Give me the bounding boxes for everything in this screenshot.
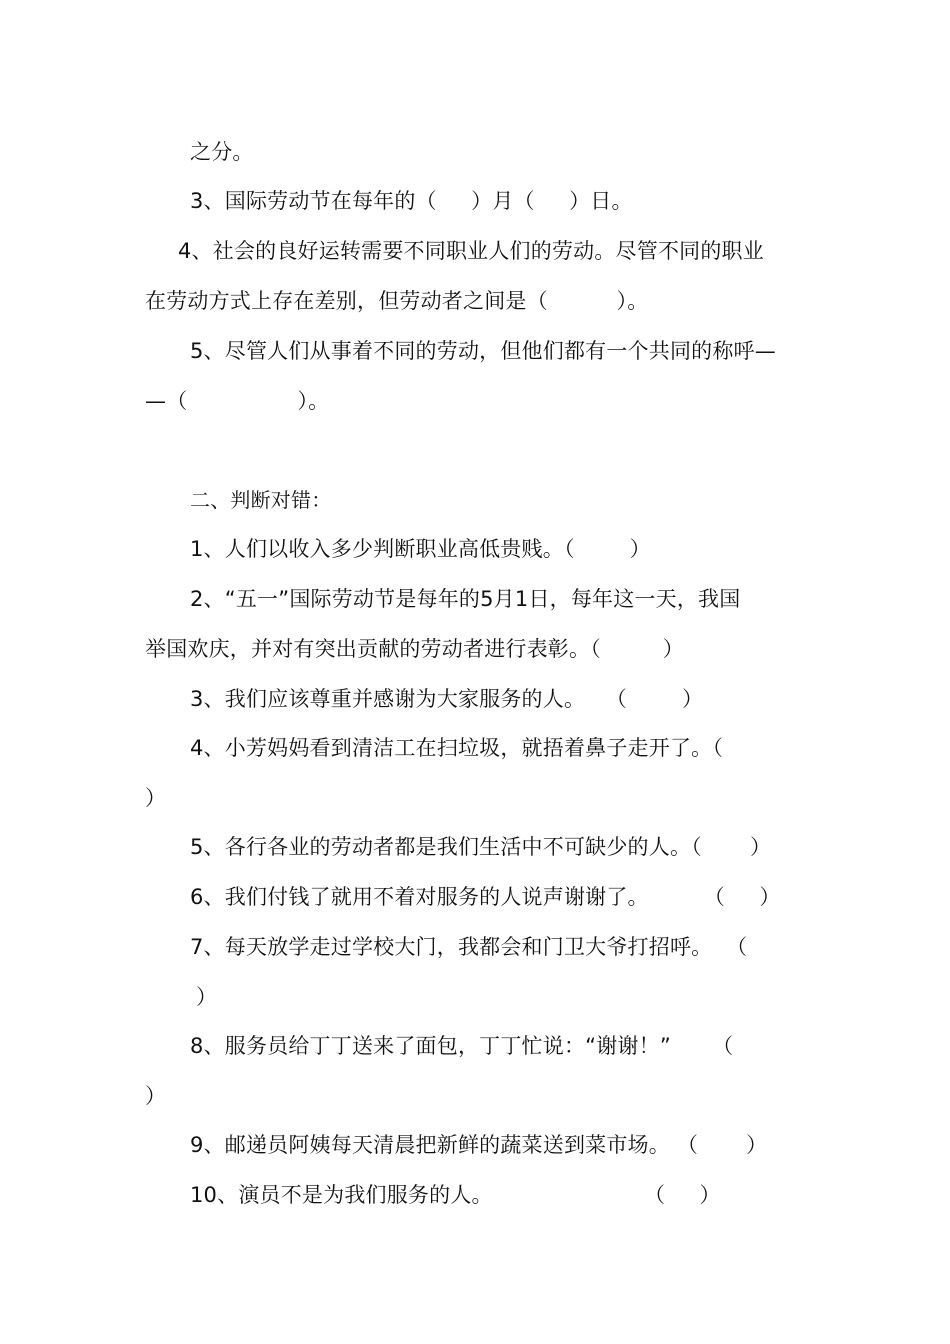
question-5-line-1: 5、尽管人们从事着不同的劳动，但他们都有一个共同的称呼—	[190, 339, 776, 363]
judge-item-2-line-2: 举国欢庆，并对有突出贡献的劳动者进行表彰。（ ）	[145, 637, 684, 661]
judge-item-8-line-1: 8、服务员给丁丁送来了面包，丁丁忙说：“谢谢！” （	[190, 1034, 734, 1058]
question-3: 3、国际劳动节在每年的（ ）月（ ）日。	[190, 189, 633, 213]
section-heading-judge: 二、判断对错：	[190, 488, 332, 512]
text-line: 之分。	[190, 140, 254, 164]
judge-item-2-line-1: 2、“五一”国际劳动节是每年的5月1日，每年这一天，我国	[190, 587, 741, 611]
judge-item-1: 1、人们以收入多少判断职业高低贵贱。（ ）	[190, 537, 651, 561]
judge-item-6: 6、我们付钱了就用不着对服务的人说声谢谢了。 （ ）	[190, 885, 781, 909]
judge-item-10: 10、演员不是为我们服务的人。 （ ）	[190, 1183, 721, 1207]
judge-item-3: 3、我们应该尊重并感谢为大家服务的人。 （ ）	[190, 687, 704, 711]
judge-item-7-line-2: ）	[196, 985, 218, 1009]
judge-item-9: 9、邮递员阿姨每天清晨把新鲜的蔬菜送到菜市场。 （ ）	[190, 1133, 768, 1157]
judge-item-7-line-1: 7、每天放学走过学校大门，我都会和门卫大爷打招呼。 （	[190, 935, 748, 959]
question-4-line-1: 4、社会的良好运转需要不同职业人们的劳动。尽管不同的职业	[178, 239, 764, 263]
judge-item-8-line-2: ）	[145, 1084, 167, 1108]
question-5-line-2: —（ ）。	[145, 389, 330, 413]
judge-item-4-line-1: 4、小芳妈妈看到清洁工在扫垃圾，就捂着鼻子走开了。（	[190, 736, 724, 760]
judge-item-5: 5、各行各业的劳动者都是我们生活中不可缺少的人。（ ）	[190, 835, 772, 859]
question-4-line-2: 在劳动方式上存在差别，但劳动者之间是（ ）。	[145, 289, 649, 313]
judge-item-4-line-2: ）	[145, 786, 167, 810]
